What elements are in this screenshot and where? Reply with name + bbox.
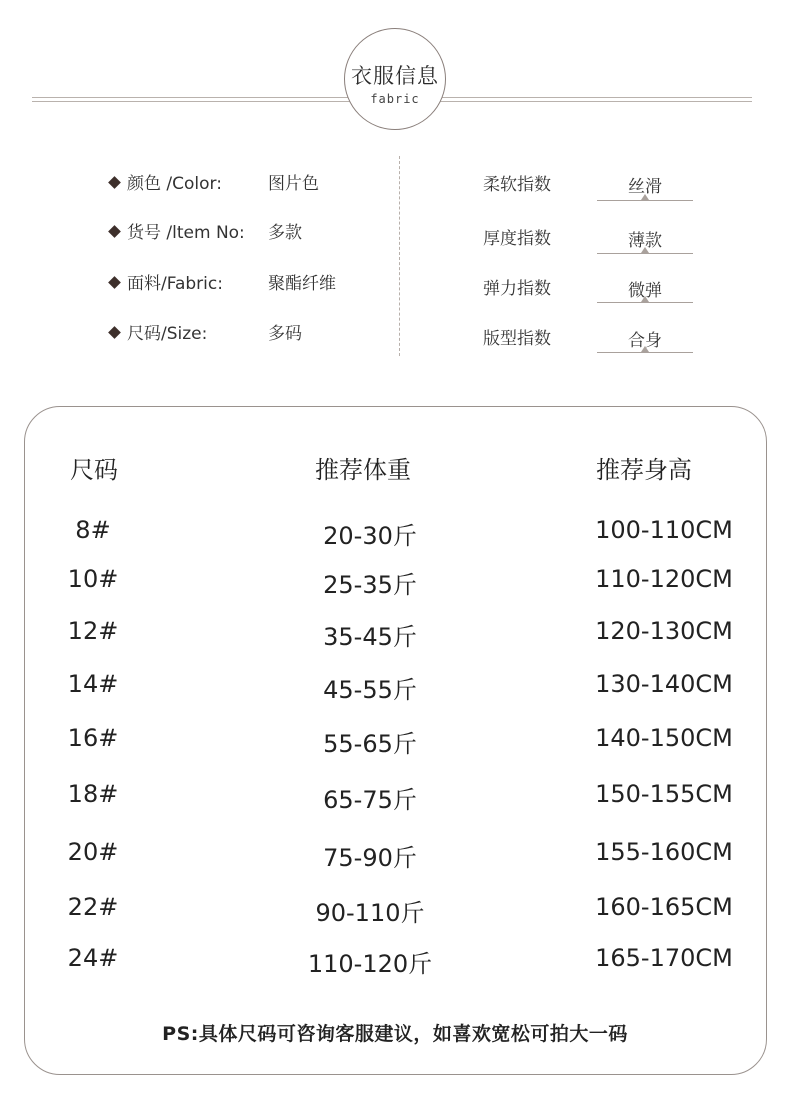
info-value: 聚酯纤维 [268,274,336,294]
diamond-bullet-icon [108,326,121,339]
size-advice-note: PS:具体尺码可咨询客服建议，如喜欢宽松可拍大一码 [162,1023,628,1045]
index-value-thickness: 薄款 [628,231,662,251]
height-cell: 150-155CM [595,780,733,808]
info-label: 面料/Fabric: [127,274,223,294]
height-cell: 110-120CM [595,565,733,593]
size-cell: 10# [67,565,119,593]
diamond-bullet-icon [108,176,121,189]
size-cell: 24# [67,944,119,972]
info-label: 尺码/Size: [127,324,208,344]
weight-cell: 90-110斤 [315,899,425,927]
index-marker-icon [641,247,649,253]
info-item-fabric [110,269,336,294]
index-marker-icon [641,296,649,302]
weight-cell: 35-45斤 [323,623,417,651]
index-label-thickness: 厚度指数 [483,229,551,249]
height-cell: 130-140CM [595,670,733,698]
height-cell: 155-160CM [595,838,733,866]
size-cell: 16# [67,724,119,752]
index-marker-icon [641,346,649,352]
info-value: 多码 [268,324,302,344]
weight-cell: 55-65斤 [323,730,417,758]
index-label-softness: 柔软指数 [483,175,551,195]
info-item-item-no [110,218,302,243]
weight-cell: 45-55斤 [323,676,417,704]
info-value: 图片色 [268,174,319,194]
size-cell: 14# [67,670,119,698]
weight-cell: 20-30斤 [323,522,417,550]
info-item-size [110,319,302,344]
index-scale-line [597,302,693,303]
weight-cell: 75-90斤 [323,844,417,872]
height-cell: 160-165CM [595,893,733,921]
weight-cell: 110-120斤 [307,950,433,978]
info-value: 多款 [268,223,302,243]
size-cell: 22# [67,893,119,921]
info-item-color [110,169,319,194]
size-cell: 18# [67,780,119,808]
diamond-bullet-icon [108,276,121,289]
index-scale-line [597,352,693,353]
column-header-weight: 推荐体重 [315,456,411,484]
height-cell: 165-170CM [595,944,733,972]
index-marker-icon [641,194,649,200]
section-subtitle: fabric [370,92,420,106]
size-cell: 8# [75,516,111,544]
index-label-elasticity: 弹力指数 [483,279,551,299]
index-value-fit: 合身 [628,331,662,351]
info-label: 颜色 /Color: [127,174,222,194]
height-cell: 140-150CM [595,724,733,752]
height-cell: 120-130CM [595,617,733,645]
size-cell: 12# [67,617,119,645]
column-header-size: 尺码 [70,456,118,484]
index-label-fit: 版型指数 [483,329,551,349]
section-badge [344,28,446,130]
vertical-divider [399,156,400,356]
weight-cell: 65-75斤 [323,786,417,814]
index-value-elasticity: 微弹 [628,281,662,301]
height-cell: 100-110CM [595,516,733,544]
info-label: 货号 /ltem No: [127,223,245,243]
weight-cell: 25-35斤 [323,571,417,599]
index-value-softness: 丝滑 [628,177,662,197]
section-title: 衣服信息 [351,64,439,88]
diamond-bullet-icon [108,225,121,238]
index-scale-line [597,253,693,254]
column-header-height: 推荐身高 [596,456,692,484]
index-scale-line [597,200,693,201]
size-cell: 20# [67,838,119,866]
